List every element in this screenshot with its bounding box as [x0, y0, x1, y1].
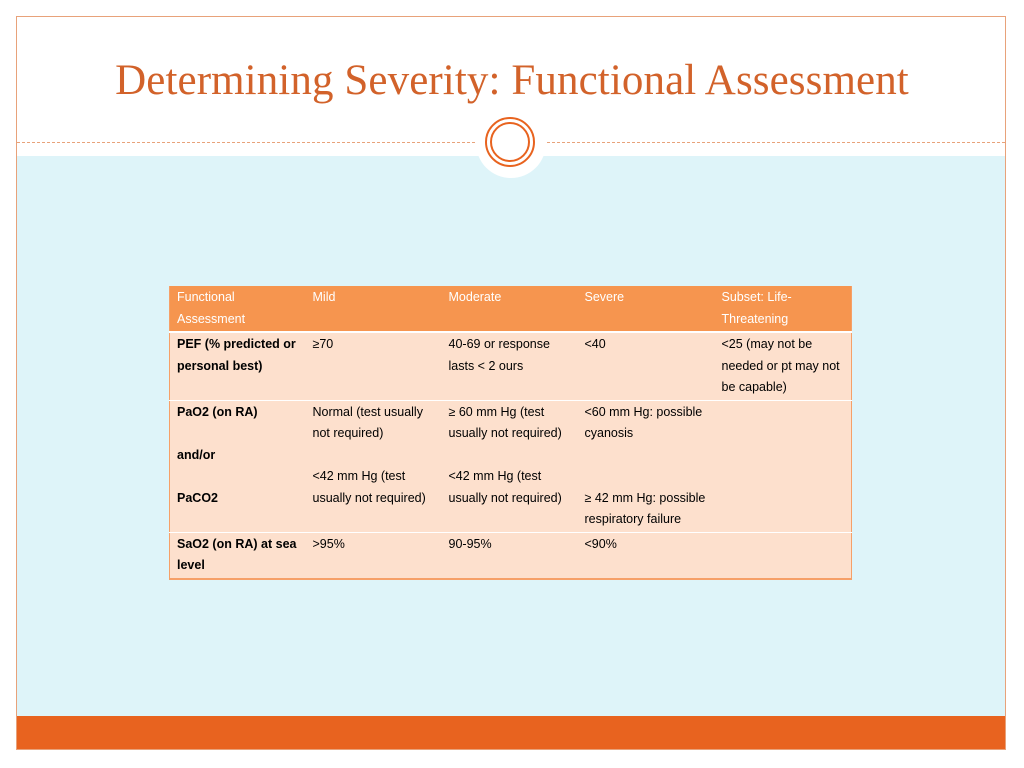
cell-pao2-mild: Normal (test usually not required)	[312, 404, 427, 440]
header-severe: Severe	[578, 286, 715, 332]
slide-title: Determining Severity: Functional Assessment	[115, 57, 909, 104]
row-label-pao2	[170, 400, 306, 532]
cell-paco2-severe: ≥ 42 mm Hg: possible respiratory failure	[584, 490, 709, 526]
cell-sao2-mild: >95%	[306, 532, 442, 579]
table-row	[170, 332, 852, 400]
label-pao2: PaO2 (on RA)	[177, 404, 258, 419]
cell-paco2-moderate: <42 mm Hg (test usually not required)	[448, 469, 562, 505]
cell-pef-mild: ≥70	[306, 332, 442, 400]
severity-table	[169, 286, 852, 580]
cell-pao2-severe: <60 mm Hg: possible cyanosis	[584, 404, 706, 440]
circle-inner-ring	[490, 122, 530, 162]
table-row	[170, 532, 852, 579]
row-label-pef: PEF (% predicted or personal best)	[170, 332, 306, 400]
cell-sao2-life	[715, 532, 852, 579]
cell-pao2-moderate: ≥ 60 mm Hg (test usually not required)	[448, 404, 562, 440]
cell-gas-moderate	[442, 400, 578, 532]
label-and-or: and/or	[177, 447, 216, 462]
footer-bar	[17, 716, 1005, 749]
cell-pef-severe: <40	[578, 332, 715, 400]
header-moderate: Moderate	[442, 286, 578, 332]
cell-pef-life: <25 (may not be needed or pt may not be capable)	[715, 332, 852, 400]
cell-pef-moderate: 40-69 or response lasts < 2 ours	[442, 332, 578, 400]
table-row	[170, 400, 852, 532]
header-functional-assessment: Functional Assessment	[170, 286, 306, 332]
cell-sao2-severe: <90%	[578, 532, 715, 579]
cell-paco2-mild: <42 mm Hg (test usually not required)	[312, 469, 426, 505]
cell-gas-mild	[306, 400, 442, 532]
label-paco2: PaCO2	[177, 490, 218, 505]
table-header-row	[170, 286, 852, 332]
header-mild: Mild	[306, 286, 442, 332]
cell-sao2-moderate: 90-95%	[442, 532, 578, 579]
cell-gas-severe	[578, 400, 715, 532]
header-life-threatening: Subset: Life-Threatening	[715, 286, 852, 332]
row-label-sao2: SaO2 (on RA) at sea level	[170, 532, 306, 579]
cell-gas-life	[715, 400, 852, 532]
